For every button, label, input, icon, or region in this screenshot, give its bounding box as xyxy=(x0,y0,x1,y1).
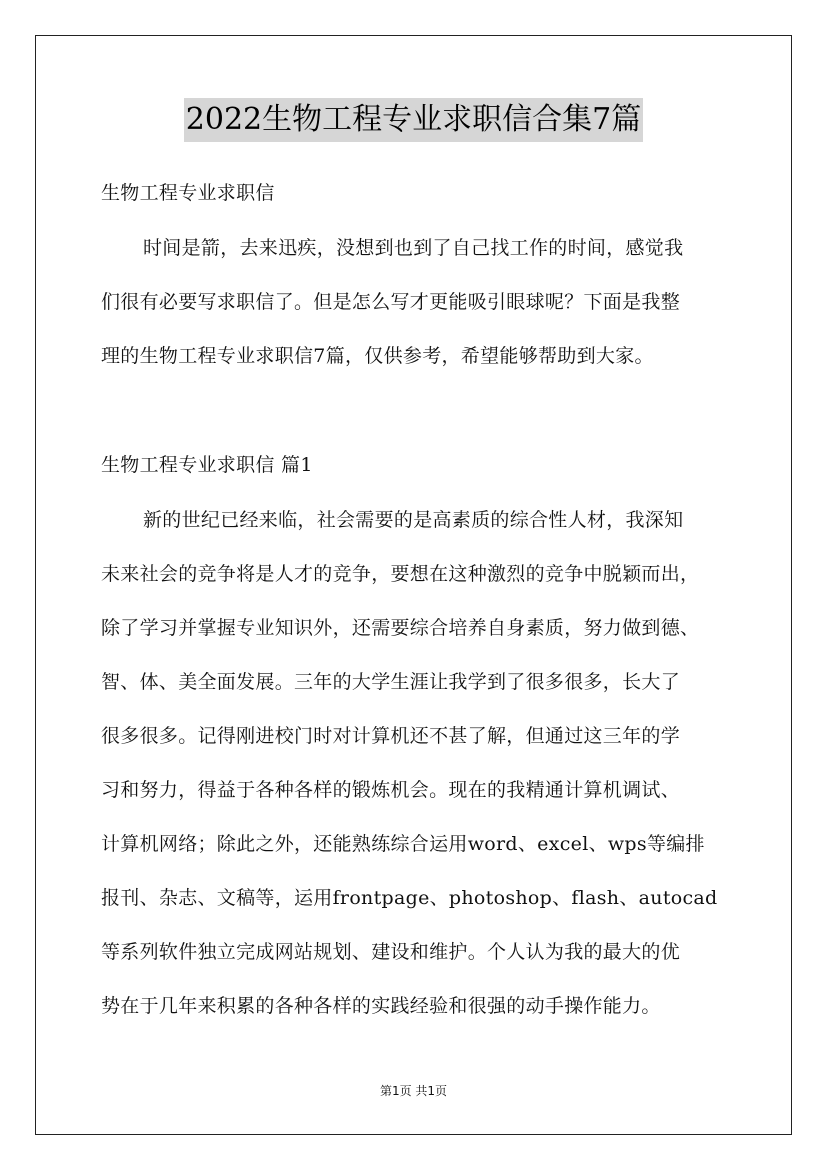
intro-line: 们很有必要写求职信了。但是怎么写才更能吸引眼球呢？下面是我整 xyxy=(101,291,681,313)
paragraph-line: 报刊、杂志、文稿等，运用frontpage、photoshop、flash、autocad xyxy=(101,887,718,909)
paragraph-line: 等系列软件独立完成网站规划、建设和维护。个人认为我的最大的优 xyxy=(101,941,681,963)
document-title: 2022生物工程专业求职信合集7篇 xyxy=(184,98,643,142)
title-container xyxy=(0,98,827,142)
intro-line: 理的生物工程专业求职信7篇，仅供参考，希望能够帮助到大家。 xyxy=(101,345,654,367)
paragraph-line: 计算机网络；除此之外，还能熟练综合运用word、excel、wps等编排 xyxy=(101,833,705,855)
paragraph-line: 未来社会的竞争将是人才的竞争，要想在这种激烈的竞争中脱颖而出， xyxy=(101,563,700,585)
paragraph-line: 势在于几年来积累的各种各样的实践经验和很强的动手操作能力。 xyxy=(101,995,661,1017)
paragraph-line: 很多很多。记得刚进校门时对计算机还不甚了解，但通过这三年的学 xyxy=(101,725,681,747)
page-footer: 第1页 共1页 xyxy=(379,1084,448,1098)
paragraph-line: 除了学习并掌握专业知识外，还需要综合培养自身素质，努力做到德、 xyxy=(101,617,700,639)
paragraph-line: 习和努力，得益于各种各样的锻炼机会。现在的我精通计算机调试、 xyxy=(101,779,681,801)
intro-heading: 生物工程专业求职信 xyxy=(101,182,275,204)
paragraph-line: 智、体、美全面发展。三年的大学生涯让我学到了很多很多，长大了 xyxy=(101,671,681,693)
section-heading: 生物工程专业求职信 篇1 xyxy=(101,454,313,476)
paragraph-line: 新的世纪已经来临，社会需要的是高素质的综合性人材，我深知 xyxy=(143,509,684,531)
intro-line: 时间是箭，去来迅疾，没想到也到了自己找工作的时间，感觉我 xyxy=(143,237,684,259)
